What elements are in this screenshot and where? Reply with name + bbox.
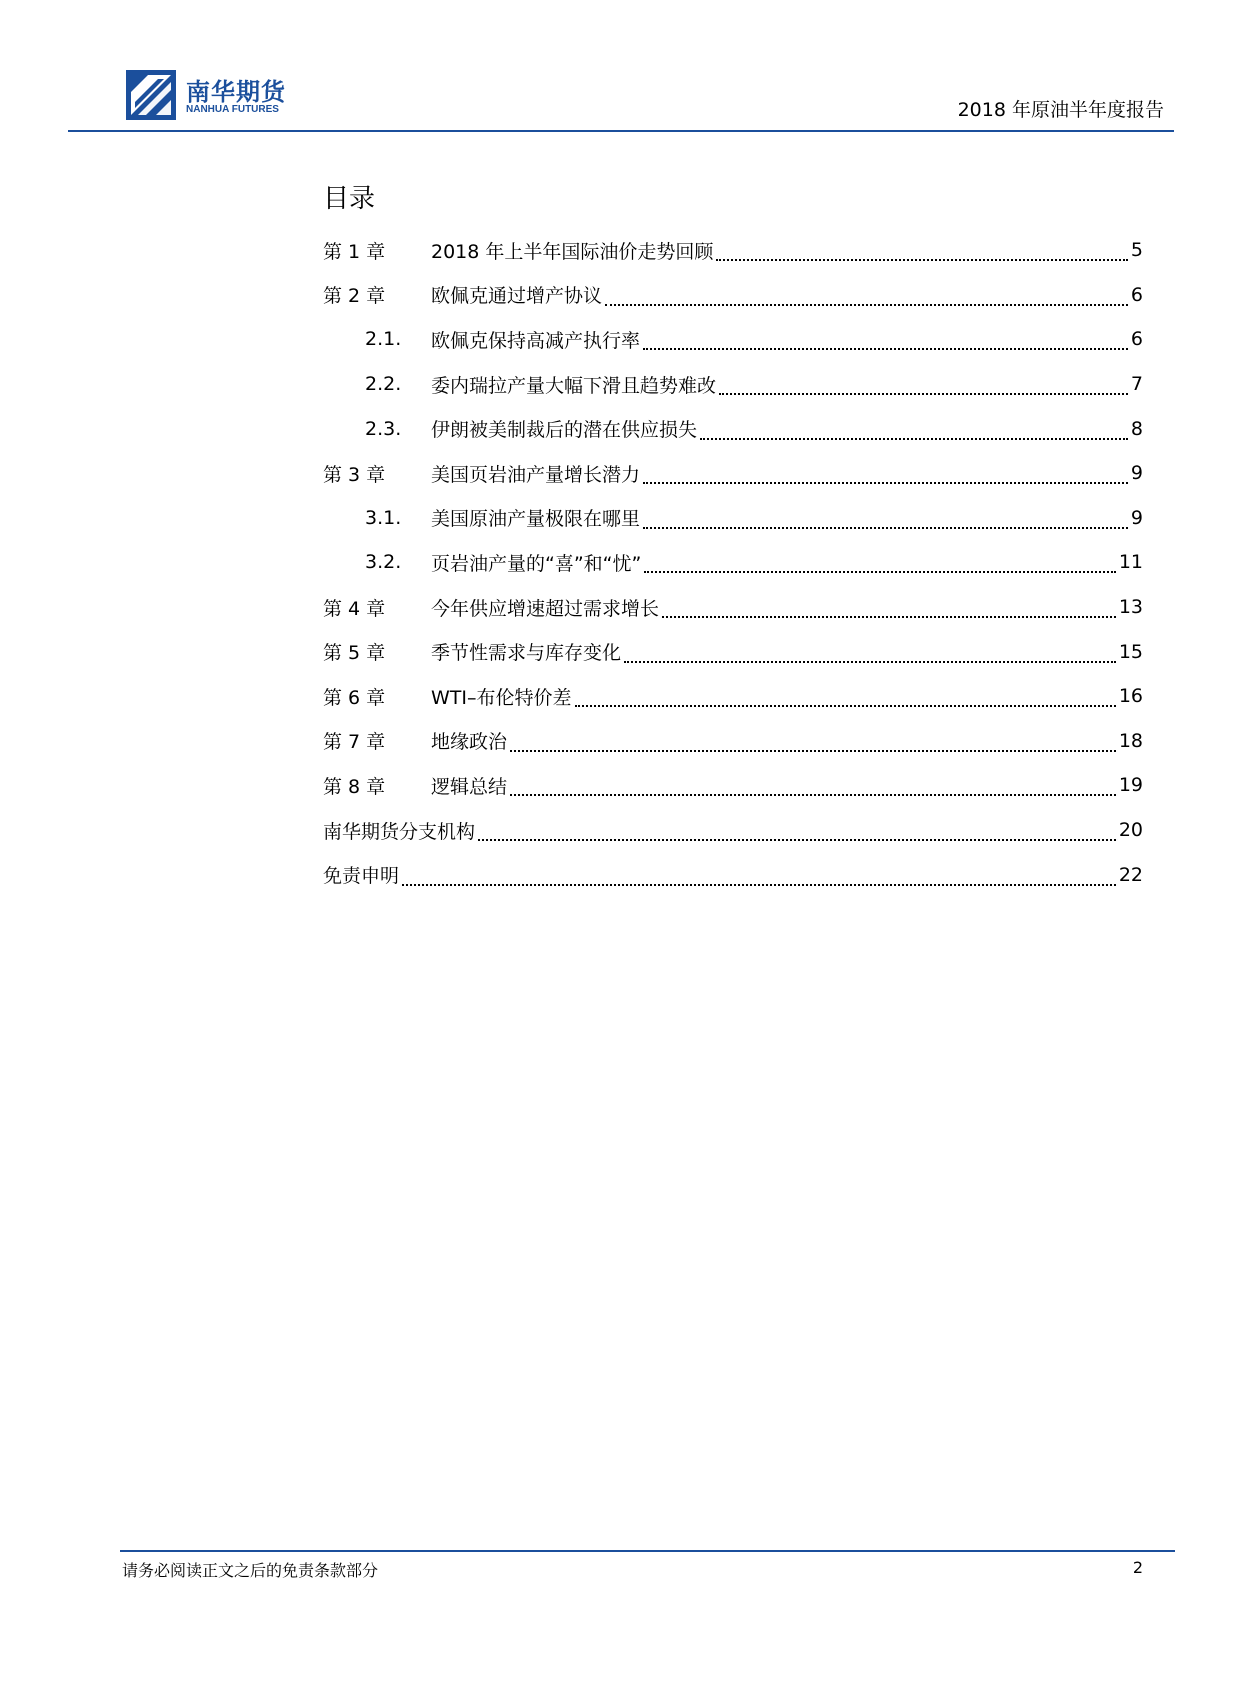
toc-entry-title[interactable]: 美国原油产量极限在哪里: [431, 508, 641, 531]
toc-entry-page[interactable]: 9: [1130, 462, 1143, 485]
toc-entry-page[interactable]: 6: [1130, 328, 1143, 351]
toc-entry[interactable]: [323, 852, 1143, 897]
page-header: [0, 0, 1240, 135]
toc-entry-label: 第 5 章: [323, 642, 386, 665]
toc-entry-title[interactable]: 逻辑总结: [431, 775, 508, 798]
report-title: 2018 年原油半年度报告: [957, 99, 1164, 121]
toc-entry-page[interactable]: 22: [1118, 863, 1143, 886]
toc-entry-title[interactable]: 2018 年上半年国际油价走势回顾: [431, 240, 714, 263]
toc-entry-title[interactable]: 欧佩克保持高减产执行率: [431, 329, 641, 352]
toc-entry-label: 第 6 章: [323, 686, 386, 709]
toc-entry-page[interactable]: 18: [1118, 729, 1143, 752]
toc-entry-title[interactable]: 伊朗被美制裁后的潜在供应损失: [431, 419, 698, 442]
toc-entry-page[interactable]: 16: [1118, 685, 1143, 708]
toc-entry[interactable]: [323, 496, 1143, 541]
toc-leader-dots: [643, 468, 1128, 484]
toc-leader-dots: [719, 379, 1128, 395]
toc-leader-dots: [605, 290, 1128, 306]
toc-entry-label: 2.1.: [365, 328, 402, 351]
toc-entry-title[interactable]: 委内瑞拉产量大幅下滑且趋势难改: [431, 374, 717, 397]
toc-entry[interactable]: [323, 228, 1143, 273]
footer-divider: [120, 1550, 1175, 1552]
toc-entry[interactable]: [323, 406, 1143, 451]
toc-entry-title[interactable]: 季节性需求与库存变化: [431, 642, 622, 665]
toc-entry-label: 第 1 章: [323, 240, 386, 263]
logo-text-cn: 南华期货: [186, 78, 286, 106]
toc-entry-label: 2.3.: [365, 417, 402, 440]
logo-text-en: NANHUA FUTURES: [186, 104, 279, 115]
toc-entry-page[interactable]: 5: [1130, 239, 1143, 262]
toc-entry[interactable]: [323, 362, 1143, 407]
table-of-contents: [323, 228, 1143, 897]
toc-entry[interactable]: [323, 585, 1143, 630]
toc-entry-title[interactable]: WTI–布伦特价差: [431, 686, 572, 709]
header-divider: [68, 130, 1174, 132]
toc-leader-dots: [700, 424, 1128, 440]
toc-entry-page[interactable]: 7: [1130, 373, 1143, 396]
toc-leader-dots: [575, 691, 1116, 707]
toc-entry[interactable]: [323, 317, 1143, 362]
toc-entry-label: 第 4 章: [323, 597, 386, 620]
toc-leader-dots: [716, 245, 1128, 261]
toc-entry-label: 第 7 章: [323, 731, 386, 754]
toc-entry-title[interactable]: 欧佩克通过增产协议: [431, 285, 603, 308]
toc-entry-label: 3.2.: [365, 551, 402, 574]
toc-entry-title[interactable]: 美国页岩油产量增长潜力: [431, 463, 641, 486]
toc-entry-page[interactable]: 19: [1118, 774, 1143, 797]
toc-entry-page[interactable]: 11: [1118, 551, 1143, 574]
toc-entry-title[interactable]: 页岩油产量的“喜”和“忧”: [431, 552, 642, 575]
toc-entry-page[interactable]: 13: [1118, 596, 1143, 619]
toc-entry-title[interactable]: 南华期货分支机构: [323, 820, 476, 843]
toc-leader-dots: [643, 513, 1128, 529]
toc-entry[interactable]: [323, 808, 1143, 853]
toc-entry-title[interactable]: 今年供应增速超过需求增长: [431, 597, 660, 620]
toc-entry[interactable]: [323, 540, 1143, 585]
toc-entry-title[interactable]: 免责申明: [323, 865, 400, 888]
toc-entry-title[interactable]: 地缘政治: [431, 731, 508, 754]
toc-entry[interactable]: [323, 273, 1143, 318]
page-number: 2: [1132, 1558, 1143, 1577]
toc-entry-page[interactable]: 20: [1118, 819, 1143, 842]
toc-entry[interactable]: [323, 674, 1143, 719]
toc-leader-dots: [643, 334, 1128, 350]
toc-heading: 目录: [323, 184, 376, 214]
toc-leader-dots: [644, 557, 1115, 573]
toc-entry-page[interactable]: 15: [1118, 640, 1143, 663]
toc-leader-dots: [510, 736, 1116, 752]
nanhua-logo-icon: [126, 70, 176, 120]
toc-entry-label: 3.1.: [365, 506, 402, 529]
toc-leader-dots: [662, 602, 1116, 618]
toc-entry[interactable]: [323, 451, 1143, 496]
footer-disclaimer: 请务必阅读正文之后的免责条款部分: [122, 1561, 379, 1580]
toc-entry-label: 第 2 章: [323, 285, 386, 308]
toc-entry-label: 第 3 章: [323, 463, 386, 486]
toc-entry-page[interactable]: 8: [1130, 417, 1143, 440]
toc-leader-dots: [478, 825, 1116, 841]
toc-leader-dots: [624, 647, 1116, 663]
toc-entry[interactable]: [323, 629, 1143, 674]
toc-entry-label: 第 8 章: [323, 775, 386, 798]
toc-leader-dots: [510, 780, 1116, 796]
toc-entry-page[interactable]: 6: [1130, 283, 1143, 306]
toc-entry-label: 2.2.: [365, 373, 402, 396]
toc-entry[interactable]: [323, 719, 1143, 764]
toc-leader-dots: [402, 870, 1116, 886]
toc-entry-page[interactable]: 9: [1130, 506, 1143, 529]
toc-entry[interactable]: [323, 763, 1143, 808]
